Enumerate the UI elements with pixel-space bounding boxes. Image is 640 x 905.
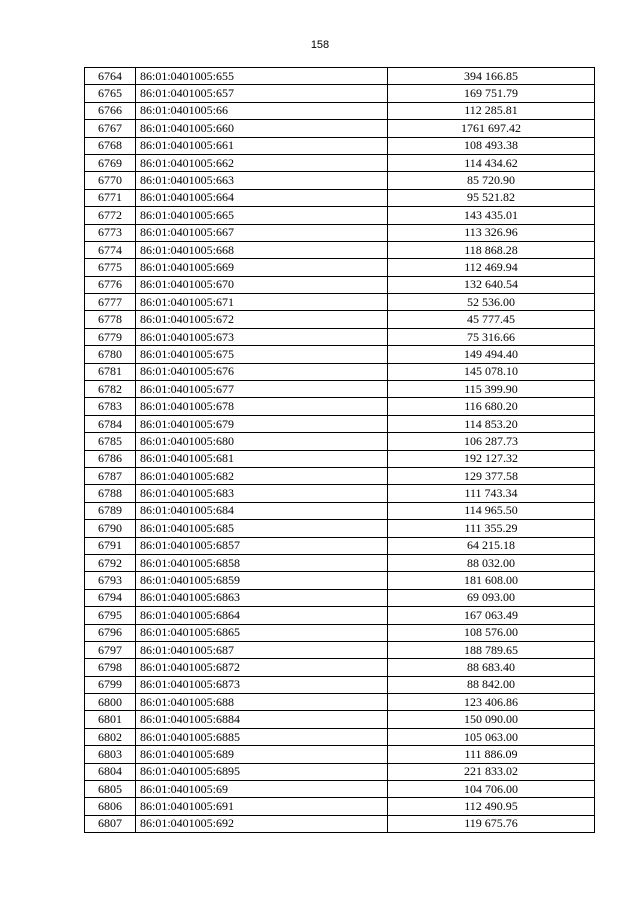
row-number-cell: 6774 [85,241,136,258]
cadastral-value-cell: 192 127.32 [388,450,595,467]
row-number-cell: 6787 [85,467,136,484]
page-number: 158 [310,39,330,51]
table-row [85,815,595,832]
cadastral-number-cell: 86:01:0401005:672 [136,311,388,328]
table-row [85,502,595,519]
cadastral-number-cell: 86:01:0401005:675 [136,346,388,363]
table-row [85,554,595,571]
row-number-cell: 6791 [85,537,136,554]
row-number-cell: 6778 [85,311,136,328]
cadastral-value-cell: 221 833.02 [388,763,595,780]
table-row [85,711,595,728]
table-body [85,68,595,833]
row-number-cell: 6799 [85,676,136,693]
cadastral-value-cell: 150 090.00 [388,711,595,728]
cadastral-number-cell: 86:01:0401005:689 [136,746,388,763]
cadastral-number-cell: 86:01:0401005:655 [136,68,388,85]
cadastral-number-cell: 86:01:0401005:670 [136,276,388,293]
table-row [85,624,595,641]
table-row [85,102,595,119]
cadastral-value-cell: 114 434.62 [388,154,595,171]
row-number-cell: 6786 [85,450,136,467]
row-number-cell: 6764 [85,68,136,85]
cadastral-value-cell: 188 789.65 [388,641,595,658]
cadastral-number-cell: 86:01:0401005:677 [136,381,388,398]
cadastral-value-cell: 116 680.20 [388,398,595,415]
cadastral-number-cell: 86:01:0401005:692 [136,815,388,832]
cadastral-number-cell: 86:01:0401005:66 [136,102,388,119]
cadastral-value-cell: 114 965.50 [388,502,595,519]
row-number-cell: 6779 [85,328,136,345]
table-row [85,694,595,711]
cadastral-number-cell: 86:01:0401005:660 [136,120,388,137]
cadastral-value-cell: 104 706.00 [388,781,595,798]
table-row [85,381,595,398]
table-row [85,363,595,380]
row-number-cell: 6768 [85,137,136,154]
cadastral-number-cell: 86:01:0401005:673 [136,328,388,345]
cadastral-number-cell: 86:01:0401005:6885 [136,728,388,745]
cadastral-value-cell: 106 287.73 [388,433,595,450]
row-number-cell: 6789 [85,502,136,519]
cadastral-number-cell: 86:01:0401005:682 [136,467,388,484]
cadastral-value-cell: 119 675.76 [388,815,595,832]
cadastral-number-cell: 86:01:0401005:669 [136,259,388,276]
row-number-cell: 6801 [85,711,136,728]
table-row [85,85,595,102]
cadastral-number-cell: 86:01:0401005:6864 [136,607,388,624]
cadastral-value-cell: 88 842.00 [388,676,595,693]
cadastral-number-cell: 86:01:0401005:6859 [136,572,388,589]
cadastral-value-cell: 1761 697.42 [388,120,595,137]
cadastral-number-cell: 86:01:0401005:657 [136,85,388,102]
cadastral-value-cell: 85 720.90 [388,172,595,189]
cadastral-value-cell: 75 316.66 [388,328,595,345]
cadastral-number-cell: 86:01:0401005:6863 [136,589,388,606]
cadastral-value-cell: 112 490.95 [388,798,595,815]
row-number-cell: 6765 [85,85,136,102]
cadastral-number-cell: 86:01:0401005:691 [136,798,388,815]
cadastral-number-cell: 86:01:0401005:665 [136,207,388,224]
row-number-cell: 6788 [85,485,136,502]
table-row [85,450,595,467]
row-number-cell: 6790 [85,520,136,537]
table-row [85,311,595,328]
row-number-cell: 6775 [85,259,136,276]
cadastral-number-cell: 86:01:0401005:6872 [136,659,388,676]
row-number-cell: 6767 [85,120,136,137]
cadastral-number-cell: 86:01:0401005:678 [136,398,388,415]
row-number-cell: 6781 [85,363,136,380]
row-number-cell: 6771 [85,189,136,206]
cadastral-number-cell: 86:01:0401005:676 [136,363,388,380]
cadastral-value-cell: 115 399.90 [388,381,595,398]
cadastral-value-cell: 105 063.00 [388,728,595,745]
row-number-cell: 6772 [85,207,136,224]
cadastral-value-cell: 112 285.81 [388,102,595,119]
row-number-cell: 6783 [85,398,136,415]
cadastral-value-cell: 112 469.94 [388,259,595,276]
cadastral-number-cell: 86:01:0401005:69 [136,781,388,798]
table-row [85,294,595,311]
cadastral-value-cell: 145 078.10 [388,363,595,380]
row-number-cell: 6795 [85,607,136,624]
cadastral-number-cell: 86:01:0401005:6858 [136,554,388,571]
table-row [85,537,595,554]
cadastral-value-cell: 88 032.00 [388,554,595,571]
row-number-cell: 6782 [85,381,136,398]
table-row [85,589,595,606]
table-row [85,659,595,676]
table-row [85,607,595,624]
cadastral-number-cell: 86:01:0401005:661 [136,137,388,154]
table-row [85,120,595,137]
cadastral-number-cell: 86:01:0401005:685 [136,520,388,537]
cadastral-number-cell: 86:01:0401005:667 [136,224,388,241]
row-number-cell: 6805 [85,781,136,798]
row-number-cell: 6793 [85,572,136,589]
cadastral-value-cell: 181 608.00 [388,572,595,589]
row-number-cell: 6777 [85,294,136,311]
cadastral-value-cell: 167 063.49 [388,607,595,624]
row-number-cell: 6776 [85,276,136,293]
cadastral-value-table [84,67,595,833]
table-row [85,189,595,206]
table-row [85,68,595,85]
row-number-cell: 6797 [85,641,136,658]
cadastral-number-cell: 86:01:0401005:684 [136,502,388,519]
cadastral-value-cell: 143 435.01 [388,207,595,224]
cadastral-value-cell: 113 326.96 [388,224,595,241]
table-row [85,641,595,658]
table-row [85,467,595,484]
cadastral-number-cell: 86:01:0401005:680 [136,433,388,450]
cadastral-number-cell: 86:01:0401005:664 [136,189,388,206]
cadastral-value-cell: 88 683.40 [388,659,595,676]
cadastral-value-cell: 45 777.45 [388,311,595,328]
cadastral-number-cell: 86:01:0401005:6865 [136,624,388,641]
table-row [85,137,595,154]
cadastral-value-cell: 149 494.40 [388,346,595,363]
table-row [85,398,595,415]
row-number-cell: 6769 [85,154,136,171]
table-row [85,746,595,763]
table-row [85,207,595,224]
row-number-cell: 6798 [85,659,136,676]
cadastral-value-cell: 108 493.38 [388,137,595,154]
cadastral-value-cell: 69 093.00 [388,589,595,606]
cadastral-number-cell: 86:01:0401005:6873 [136,676,388,693]
table-row [85,433,595,450]
cadastral-value-cell: 52 536.00 [388,294,595,311]
table-row [85,346,595,363]
cadastral-value-cell: 123 406.86 [388,694,595,711]
row-number-cell: 6784 [85,415,136,432]
cadastral-value-cell: 111 886.09 [388,746,595,763]
table-row [85,763,595,780]
row-number-cell: 6794 [85,589,136,606]
cadastral-value-cell: 118 868.28 [388,241,595,258]
table-row [85,676,595,693]
table-row [85,728,595,745]
row-number-cell: 6807 [85,815,136,832]
cadastral-value-cell: 95 521.82 [388,189,595,206]
row-number-cell: 6800 [85,694,136,711]
cadastral-number-cell: 86:01:0401005:683 [136,485,388,502]
table-row [85,328,595,345]
table-row [85,485,595,502]
cadastral-number-cell: 86:01:0401005:681 [136,450,388,467]
row-number-cell: 6773 [85,224,136,241]
row-number-cell: 6802 [85,728,136,745]
cadastral-number-cell: 86:01:0401005:6895 [136,763,388,780]
cadastral-number-cell: 86:01:0401005:663 [136,172,388,189]
row-number-cell: 6770 [85,172,136,189]
table-row [85,781,595,798]
cadastral-value-cell: 169 751.79 [388,85,595,102]
row-number-cell: 6804 [85,763,136,780]
cadastral-value-cell: 111 743.34 [388,485,595,502]
table-row [85,798,595,815]
table-row [85,520,595,537]
cadastral-value-cell: 111 355.29 [388,520,595,537]
cadastral-number-cell: 86:01:0401005:671 [136,294,388,311]
row-number-cell: 6796 [85,624,136,641]
table-row [85,259,595,276]
table-row [85,224,595,241]
cadastral-value-cell: 114 853.20 [388,415,595,432]
table-row [85,172,595,189]
cadastral-value-cell: 132 640.54 [388,276,595,293]
cadastral-value-cell: 108 576.00 [388,624,595,641]
row-number-cell: 6803 [85,746,136,763]
table-row [85,276,595,293]
table-row [85,154,595,171]
table-row [85,415,595,432]
cadastral-number-cell: 86:01:0401005:6884 [136,711,388,728]
cadastral-value-cell: 129 377.58 [388,467,595,484]
table-row [85,241,595,258]
row-number-cell: 6780 [85,346,136,363]
row-number-cell: 6785 [85,433,136,450]
cadastral-number-cell: 86:01:0401005:668 [136,241,388,258]
row-number-cell: 6766 [85,102,136,119]
row-number-cell: 6792 [85,554,136,571]
cadastral-number-cell: 86:01:0401005:6857 [136,537,388,554]
table-row [85,572,595,589]
cadastral-value-cell: 64 215.18 [388,537,595,554]
row-number-cell: 6806 [85,798,136,815]
cadastral-number-cell: 86:01:0401005:662 [136,154,388,171]
cadastral-value-cell: 394 166.85 [388,68,595,85]
cadastral-number-cell: 86:01:0401005:688 [136,694,388,711]
cadastral-number-cell: 86:01:0401005:679 [136,415,388,432]
cadastral-number-cell: 86:01:0401005:687 [136,641,388,658]
